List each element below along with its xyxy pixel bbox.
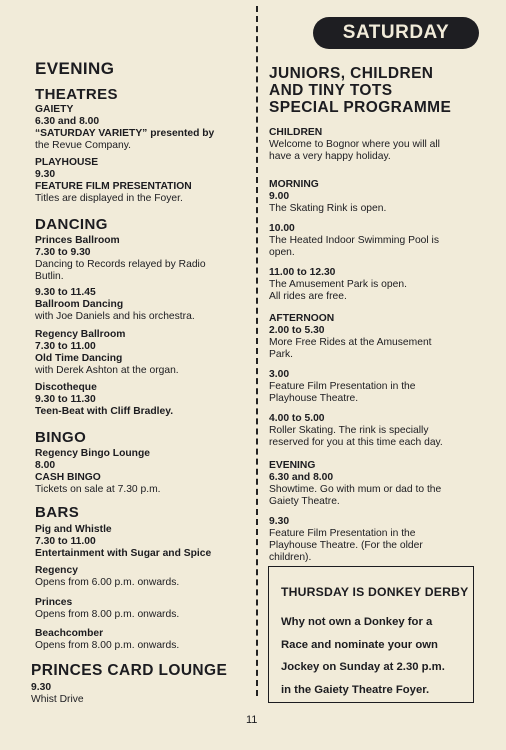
morning-heading: MORNING (269, 179, 319, 190)
afternoon-desc-2b: Playhouse Theatre. (269, 393, 359, 404)
regency-desc: with Derek Ashton at the organ. (35, 365, 179, 376)
children-heading: CHILDREN (269, 127, 323, 138)
discotheque-entry (35, 382, 250, 418)
children-entry (269, 127, 482, 163)
playhouse-venue: PLAYHOUSE (35, 157, 99, 168)
ballroom-desc: with Joe Daniels and his orchestra. (35, 311, 195, 322)
theatres-heading: THEATRES (35, 86, 118, 103)
afternoon-desc-1b: Park. (269, 349, 294, 360)
regency-time: 7.30 to 11.00 (35, 341, 96, 352)
evening-desc-2a: Feature Film Presentation in the (269, 528, 416, 539)
princes-venue: Princes Ballroom (35, 235, 120, 246)
regency-ballroom-entry (35, 329, 250, 377)
regency-bar-desc: Opens from 6.00 p.m. onwards. (35, 577, 180, 588)
column-divider (256, 6, 258, 696)
special-programme-heading (269, 65, 451, 116)
card-desc: Whist Drive (31, 694, 84, 705)
regency-title: Old Time Dancing (35, 353, 123, 364)
bingo-time: 8.00 (35, 460, 56, 471)
gaiety-time: 6.30 and 8.00 (35, 116, 100, 127)
special-line-3: SPECIAL PROGRAMME (269, 99, 452, 116)
day-badge (313, 17, 479, 49)
morning-section (269, 179, 482, 303)
afternoon-time-3: 4.00 to 5.00 (269, 413, 325, 424)
beachcomber-entry (35, 628, 250, 652)
donkey-derby-title: THURSDAY IS DONKEY DERBY (281, 585, 469, 599)
children-desc2: have a very happy holiday. (269, 151, 391, 162)
regency-bar-venue: Regency (35, 565, 78, 576)
afternoon-time-1: 2.00 to 5.30 (269, 325, 325, 336)
pig-venue: Pig and Whistle (35, 524, 112, 535)
card-time: 9.30 (31, 682, 52, 693)
donkey-line-4: in the Gaiety Theatre Foyer. (281, 683, 430, 696)
bingo-title: CASH BINGO (35, 472, 101, 483)
evening-desc-1a: Showtime. Go with mum or dad to the (269, 484, 442, 495)
card-lounge-entry (31, 682, 246, 706)
evening-desc-1b: Gaiety Theatre. (269, 496, 340, 507)
bingo-entry (35, 448, 250, 496)
ballroom-dancing-entry (35, 287, 250, 323)
donkey-derby-box (268, 566, 474, 703)
donkey-line-2: Race and nominate your own (281, 638, 438, 651)
donkey-line-1: Why not own a Donkey for a (281, 616, 433, 628)
princes-bar-desc: Opens from 8.00 p.m. onwards. (35, 609, 180, 620)
page-number: 11 (246, 714, 258, 726)
princes-time: 7.30 to 9.30 (35, 247, 91, 258)
princes-desc2: Butlin. (35, 271, 64, 282)
afternoon-desc-2a: Feature Film Presentation in the (269, 381, 416, 392)
beachcomber-desc: Opens from 8.00 p.m. onwards. (35, 640, 180, 651)
playhouse-title: FEATURE FILM PRESENTATION (35, 181, 192, 192)
bingo-venue: Regency Bingo Lounge (35, 448, 150, 459)
morning-desc-2b: open. (269, 247, 295, 258)
morning-desc-3b: All rides are free. (269, 291, 347, 302)
playhouse-desc: Titles are displayed in the Foyer. (35, 193, 183, 204)
evening-time-1: 6.30 and 8.00 (269, 472, 334, 483)
afternoon-heading: AFTERNOON (269, 313, 335, 324)
special-line-1: JUNIORS, CHILDREN (269, 65, 434, 82)
regency-bar-entry (35, 565, 250, 589)
special-line-2: AND TINY TOTS (269, 82, 393, 99)
ballroom-time: 9.30 to 11.45 (35, 287, 96, 298)
morning-desc-1: The Skating Rink is open. (269, 203, 387, 214)
card-lounge-heading: PRINCES CARD LOUNGE (31, 662, 228, 679)
beachcomber-venue: Beachcomber (35, 628, 104, 639)
gaiety-desc: the Revue Company. (35, 140, 131, 151)
princes-bar-entry (35, 597, 250, 621)
evening-children-heading: EVENING (269, 460, 316, 471)
afternoon-section (269, 313, 482, 449)
pig-time: 7.30 to 11.00 (35, 536, 96, 547)
day-label: SATURDAY (342, 22, 450, 43)
afternoon-time-2: 3.00 (269, 369, 290, 380)
gaiety-entry (35, 104, 250, 152)
gaiety-title: “SATURDAY VARIETY” presented by (35, 128, 215, 139)
playhouse-entry (35, 157, 250, 205)
disco-venue: Discotheque (35, 382, 97, 393)
morning-time-2: 10.00 (269, 223, 295, 234)
bingo-heading: BINGO (35, 429, 87, 446)
evening-children-section (269, 460, 482, 564)
morning-desc-2a: The Heated Indoor Swimming Pool is (269, 235, 439, 246)
bars-heading: BARS (35, 504, 80, 521)
playhouse-time: 9.30 (35, 169, 56, 180)
pig-and-whistle-entry (35, 524, 250, 560)
disco-title: Teen-Beat with Cliff Bradley. (35, 406, 174, 417)
bingo-desc: Tickets on sale at 7.30 p.m. (35, 484, 161, 495)
evening-desc-2b: Playhouse Theatre. (For the older (269, 540, 423, 551)
children-desc1: Welcome to Bognor where you will all (269, 139, 440, 150)
afternoon-desc-3b: reserved for you at this time each day. (269, 437, 443, 448)
afternoon-desc-3a: Roller Skating. The rink is specially (269, 425, 429, 436)
morning-time-3: 11.00 to 12.30 (269, 267, 336, 278)
donkey-line-3: Jockey on Sunday at 2.30 p.m. (281, 661, 445, 673)
gaiety-venue: GAIETY (35, 104, 74, 115)
princes-desc1: Dancing to Records relayed by Radio (35, 259, 206, 270)
pig-title: Entertainment with Sugar and Spice (35, 548, 212, 559)
princes-bar-venue: Princes (35, 597, 73, 608)
morning-desc-3a: The Amusement Park is open. (269, 279, 407, 290)
donkey-derby-text (281, 611, 469, 701)
afternoon-desc-1a: More Free Rides at the Amusement (269, 337, 432, 348)
evening-heading: EVENING (35, 59, 115, 78)
princes-ballroom-entry (35, 235, 250, 283)
morning-time-1: 9.00 (269, 191, 290, 202)
evening-desc-2c: children). (269, 552, 312, 563)
ballroom-title: Ballroom Dancing (35, 299, 124, 310)
disco-time: 9.30 to 11.30 (35, 394, 96, 405)
dancing-heading: DANCING (35, 216, 108, 233)
evening-time-2: 9.30 (269, 516, 290, 527)
regency-venue: Regency Ballroom (35, 329, 126, 340)
